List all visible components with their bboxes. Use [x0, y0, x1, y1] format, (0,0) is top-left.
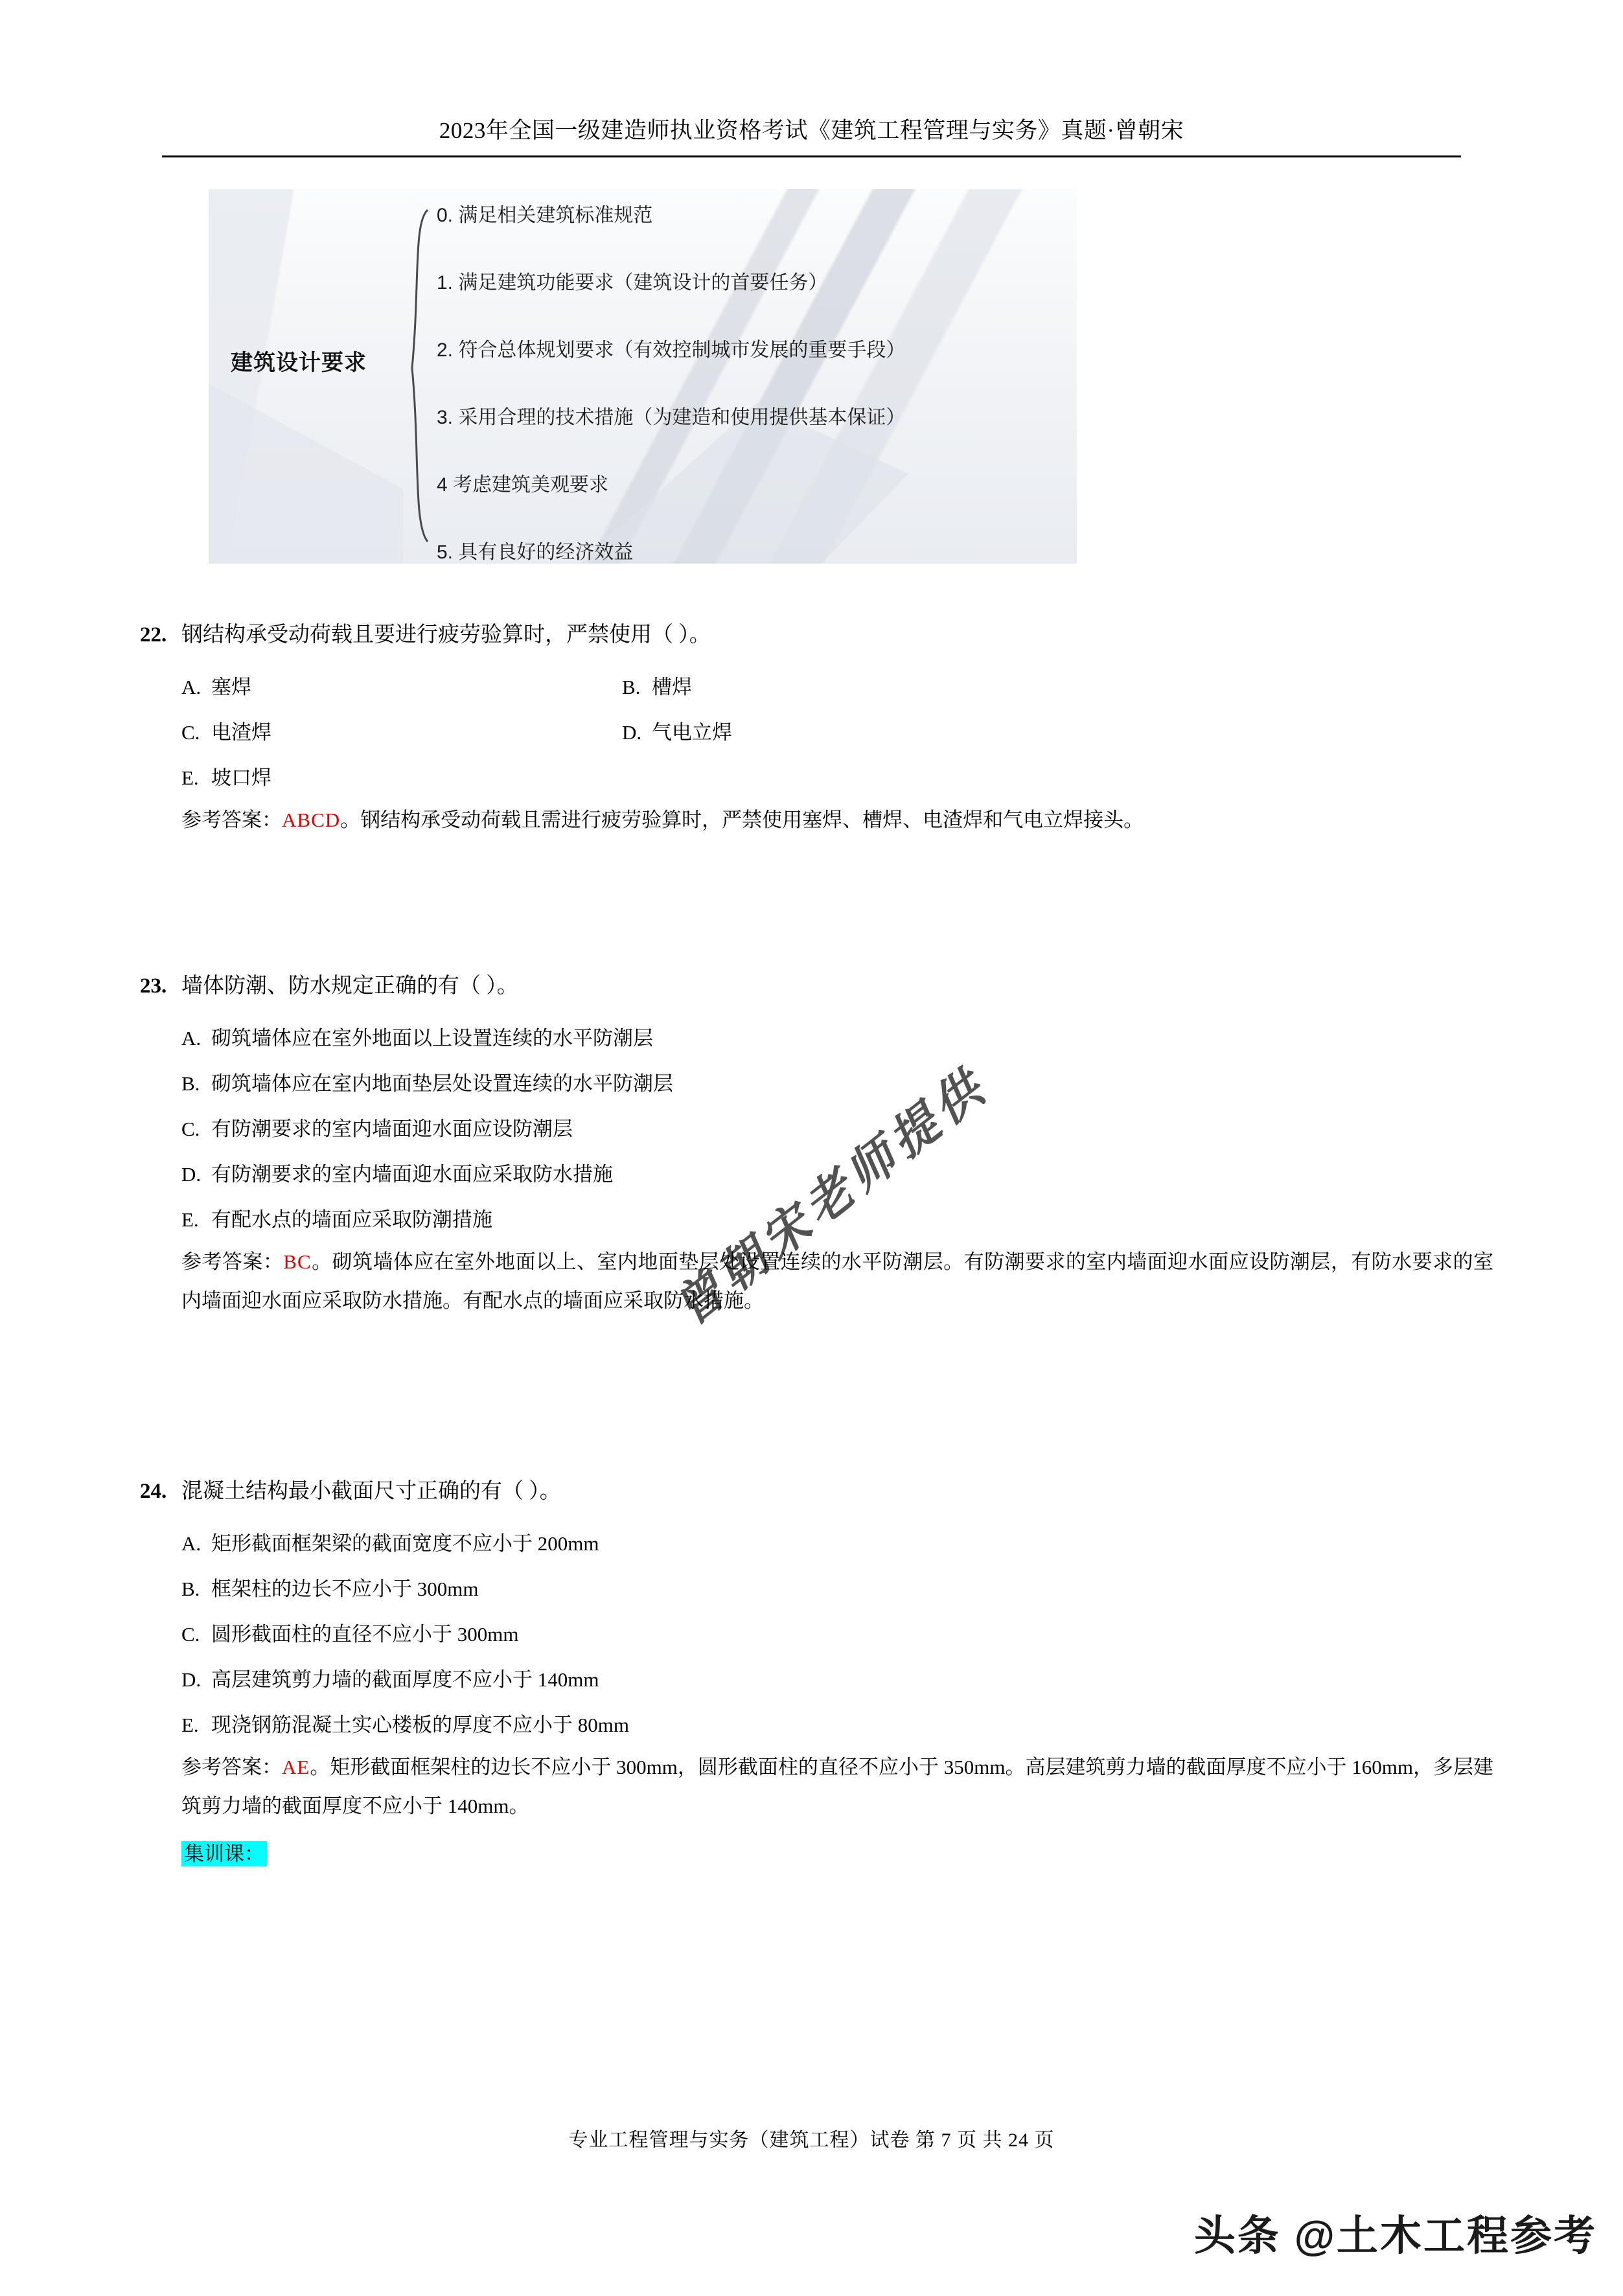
question-number: 23.	[140, 974, 167, 998]
answer-explanation	[140, 1243, 1493, 1320]
figure-building-design-requirements	[209, 189, 1077, 564]
question-block-22	[140, 617, 1493, 840]
option-text: 坡口焊	[211, 766, 271, 789]
option-text: 塞焊	[211, 676, 251, 698]
option-letter: B.	[622, 676, 641, 698]
page-footer: 专业工程管理与实务（建筑工程）试卷 第 7 页 共 24 页	[568, 2130, 1055, 2151]
option-letter: E.	[181, 1208, 199, 1231]
option-letter: E.	[181, 766, 199, 789]
figure-item: 5. 具有良好的经济效益	[437, 542, 634, 563]
answer-explanation	[140, 1748, 1493, 1826]
option-text: 现浇钢筋混凝土实心楼板的厚度不应小于 80mm	[211, 1714, 629, 1736]
option-a	[181, 1016, 653, 1061]
figure-item: 2. 符合总体规划要求（有效控制城市发展的重要手段）	[437, 339, 906, 361]
option-d	[622, 710, 732, 755]
option-d	[181, 1657, 599, 1703]
watermark-diagonal: 曾朝宋老师提供	[663, 1058, 998, 1337]
option-text: 槽焊	[652, 676, 692, 698]
option-row	[140, 755, 1493, 801]
option-a	[181, 665, 622, 710]
option-row	[140, 1016, 1493, 1061]
explanation-text: 。砌筑墙体应在室外地面以上、室内地面垫层处设置连续的水平防潮层。有防潮要求的室内墙面迎水面应设防潮层，有防水要求的室内墙面迎水面应采取防水措施。有配水点的墙面应采取防水措施。	[181, 1250, 1494, 1312]
answer-value: ABCD	[282, 809, 341, 831]
question-stem-text: 墙体防潮、防水规定正确的有（ ）。	[181, 974, 518, 998]
option-row	[140, 1197, 1493, 1243]
page-header	[167, 115, 1456, 161]
option-letter: C.	[181, 1623, 200, 1646]
option-row	[140, 1703, 1493, 1748]
option-text: 砌筑墙体应在室外地面以上设置连续的水平防潮层	[211, 1027, 653, 1050]
answer-explanation	[140, 801, 1493, 840]
option-row	[140, 1521, 1493, 1567]
option-row	[140, 1107, 1493, 1152]
option-letter: C.	[181, 1118, 200, 1140]
option-text: 有防潮要求的室内墙面迎水面应设防潮层	[211, 1118, 573, 1140]
option-text: 圆形截面柱的直径不应小于 300mm	[211, 1623, 519, 1646]
option-letter: B.	[181, 1578, 200, 1600]
option-letter: A.	[181, 676, 201, 698]
question-block-24	[140, 1473, 1493, 1874]
answer-value: BC	[283, 1250, 312, 1273]
option-letter: D.	[181, 1668, 201, 1691]
question-stem-text: 钢结构承受动荷载且要进行疲劳验算时，严禁使用（ ）。	[181, 623, 711, 647]
question-number: 22.	[140, 623, 167, 647]
options-list	[140, 1521, 1493, 1748]
question-stem-row	[140, 1473, 1493, 1510]
option-text: 气电立焊	[652, 721, 732, 744]
option-letter: E.	[181, 1714, 199, 1736]
option-letter: D.	[181, 1163, 201, 1186]
option-e	[181, 1703, 629, 1748]
question-number: 24.	[140, 1480, 167, 1503]
option-letter: D.	[622, 721, 642, 744]
option-text: 有配水点的墙面应采取防潮措施	[211, 1208, 492, 1231]
option-letter: A.	[181, 1532, 201, 1555]
option-e	[181, 1197, 492, 1243]
header-divider	[162, 155, 1461, 157]
option-text: 矩形截面框架梁的截面宽度不应小于 200mm	[211, 1532, 599, 1555]
option-letter: C.	[181, 721, 200, 744]
option-text: 砌筑墙体应在室内地面垫层处设置连续的水平防潮层	[211, 1072, 673, 1095]
header-title: 2023年全国一级建造师执业资格考试《建筑工程管理与实务》真题·曾朝宋	[439, 118, 1184, 143]
option-row	[140, 1657, 1493, 1703]
explanation-text: 。钢结构承受动荷载且需进行疲劳验算时，严禁使用塞焊、槽焊、电渣焊和气电立焊接头。	[340, 809, 1144, 831]
option-b	[181, 1567, 478, 1612]
figure-label: 建筑设计要求	[231, 350, 367, 375]
option-text: 电渣焊	[211, 721, 271, 744]
option-text: 高层建筑剪力墙的截面厚度不应小于 140mm	[211, 1668, 599, 1691]
option-row	[140, 1612, 1493, 1657]
watermark-corner-logo: 头条 @土木工程参考	[1193, 2212, 1597, 2259]
option-b	[181, 1061, 673, 1107]
option-letter: B.	[181, 1072, 200, 1095]
option-c	[181, 1612, 518, 1657]
option-text: 有防潮要求的室内墙面迎水面应采取防水措施	[211, 1163, 613, 1186]
option-a	[181, 1521, 599, 1567]
option-letter: A.	[181, 1027, 201, 1050]
training-note-highlight: 集训课：	[181, 1841, 267, 1866]
figure-item-list	[437, 201, 1070, 564]
figure-brace-icon	[400, 207, 429, 544]
figure-item: 1. 满足建筑功能要求（建筑设计的首要任务）	[437, 272, 828, 293]
option-row	[140, 1061, 1493, 1107]
training-note-row	[140, 1835, 1493, 1874]
option-e	[181, 755, 622, 801]
figure-item: 3. 采用合理的技术措施（为建造和使用提供基本保证）	[437, 407, 906, 428]
option-c	[181, 710, 622, 755]
question-block-23	[140, 968, 1493, 1320]
option-row	[140, 665, 1493, 710]
option-row	[140, 1567, 1493, 1612]
answer-label: 参考答案：	[181, 809, 282, 831]
answer-label: 参考答案：	[181, 1250, 284, 1273]
question-stem-row	[140, 968, 1493, 1004]
options-list	[140, 1016, 1493, 1243]
option-c	[181, 1107, 573, 1152]
option-d	[181, 1152, 613, 1197]
option-text: 框架柱的边长不应小于 300mm	[211, 1578, 479, 1600]
answer-value: AE	[282, 1756, 310, 1778]
question-stem-row	[140, 617, 1493, 653]
option-row	[140, 1152, 1493, 1197]
figure-item: 0. 满足相关建筑标准规范	[437, 205, 653, 226]
option-b	[622, 665, 692, 710]
figure-decoration-wedge-2	[209, 384, 403, 564]
options-list	[140, 665, 1493, 801]
explanation-text: 。矩形截面框架柱的边长不应小于 300mm，圆形截面柱的直径不应小于 350mm。高层建筑剪力墙的截面厚度不应小于 160mm，多层建筑剪力墙的截面厚度不应小于 140mm。	[181, 1756, 1494, 1817]
question-stem-text: 混凝土结构最小截面尺寸正确的有（ ）。	[181, 1480, 561, 1503]
figure-item: 4 考虑建筑美观要求	[437, 474, 609, 496]
option-row	[140, 710, 1493, 755]
answer-label: 参考答案：	[181, 1756, 282, 1778]
